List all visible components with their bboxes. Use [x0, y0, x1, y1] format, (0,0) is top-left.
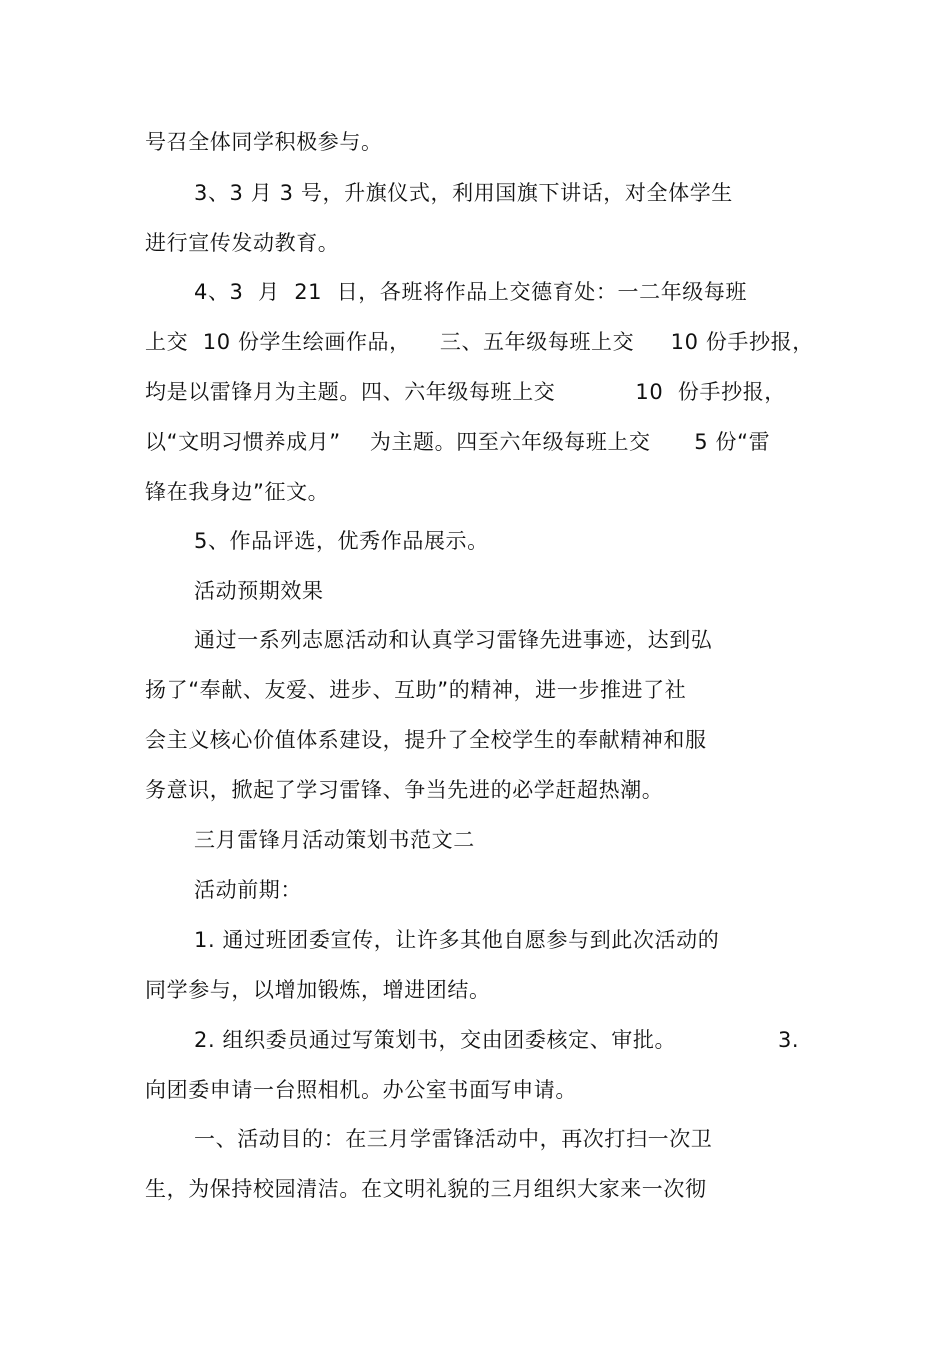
- section-heading: 活动前期：: [194, 878, 302, 902]
- text-line: 向团委申请一台照相机。办公室书面写申请。: [145, 1078, 577, 1102]
- text-line: 生，为保持校园清洁。在文明礼貌的三月组织大家来一次彻: [145, 1177, 707, 1201]
- text-line: 上交 10 份学生绘画作品， 三、五年级每班上交 10 份手抄报，: [145, 330, 814, 354]
- text-line: 5、作品评选，优秀作品展示。: [194, 529, 489, 553]
- section-heading: 三月雷锋月活动策划书范文二: [194, 828, 475, 852]
- text-line: 3、3 月 3 号，升旗仪式，利用国旗下讲话，对全体学生: [194, 181, 733, 205]
- text-line: 会主义核心价值体系建设，提升了全校学生的奉献精神和服: [145, 728, 707, 752]
- text-line: 2. 组织委员通过写策划书，交由团委核定、审批。 3.: [194, 1028, 800, 1052]
- text-line: 通过一系列志愿活动和认真学习雷锋先进事迹，达到弘: [194, 628, 713, 652]
- section-heading: 活动预期效果: [194, 579, 324, 603]
- text-line: 进行宣传发动教育。: [145, 231, 340, 255]
- text-line: 扬了“奉献、友爱、进步、互助”的精神，进一步推进了社: [145, 678, 687, 702]
- text-line: 务意识，掀起了学习雷锋、争当先进的必学赶超热潮。: [145, 778, 664, 802]
- text-line: 号召全体同学积极参与。: [145, 130, 383, 154]
- text-line: 锋在我身边”征文。: [145, 480, 330, 504]
- text-line: 4、3 月 21 日，各班将作品上交德育处：一二年级每班: [194, 280, 748, 304]
- text-line: 同学参与，以增加锻炼，增进团结。: [145, 978, 491, 1002]
- text-line: 以“文明习惯养成月” 为主题。四至六年级每班上交 5 份“雷: [145, 430, 771, 454]
- text-line: 一、活动目的：在三月学雷锋活动中，再次打扫一次卫: [194, 1127, 713, 1151]
- text-line: 1. 通过班团委宣传，让许多其他自愿参与到此次活动的: [194, 928, 720, 952]
- text-line: 均是以雷锋月为主题。四、六年级每班上交 10 份手抄报，: [145, 380, 786, 404]
